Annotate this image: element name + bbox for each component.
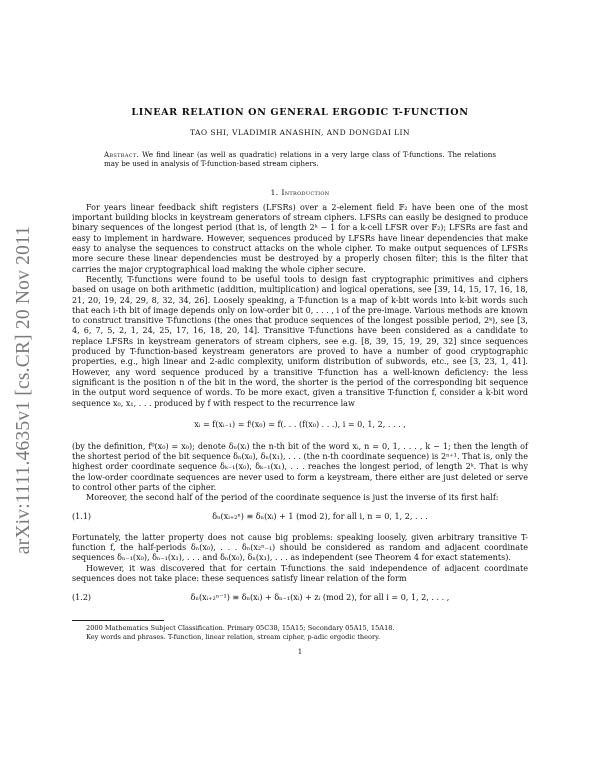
footnote-keywords: Key words and phrases. T-function, linear relation, stream cipher, p-adic ergodic theory. [86, 632, 381, 641]
recurrence-equation [72, 413, 528, 437]
abstract-heading: Abstract. [104, 149, 140, 159]
paragraph-3: (by the definition, f⁰(x₀) = x₀); denote δₙ(xᵢ) the n-th bit of the word xᵢ, n = 0, 1, . . . , k − 1; then the length of the shortest period of the bit sequence δₙ(x₀), δₙ(x₁), . . . (the n-th coordinate sequence) is 2ⁿ⁺¹. That is, only the highest order coordinate sequence δₖ₋₁(x₀), δₖ₋₁(x₁), . . . reaches the longest period, of length 2ᵏ. That is why the low-order coordinate sequences are never used to form a keystream, there either are just deleted or serve to control other parts of the cipher. [72, 441, 528, 493]
arxiv-stamp [6, 190, 42, 590]
paragraph-6: However, it was discovered that for certain T-functions the said independence of adjacent coordinate sequences does not take place: these sequences satisfy linear relation of the form [72, 563, 528, 583]
section-heading [72, 188, 528, 198]
equation-1-2 [72, 588, 528, 608]
paper-authors: TAO SHI, VLADIMIR ANASHIN, AND DONGDAI LIN [190, 128, 410, 138]
paragraph-4: Moreover, the second half of the period of the coordinate sequence is just the inverse of its first half: [86, 493, 499, 503]
footnote-msc: 2000 Mathematics Subject Classification. Primary 05C38, 15A15; Secondary 05A15, 15A18. [86, 624, 395, 633]
page-number: 1 [297, 648, 303, 657]
abstract-text: We find linear (as well as quadratic) relations in a very large class of T-functions. The relations may be used in analysis of T-function-based stream ciphers. [104, 149, 496, 168]
paragraph-5: Fortunately, the latter property does not cause big problems: speaking loosely, given arbitrary transitive T-function f, the half-periods δₙ(x₀), . . . δₙ(x₂ⁿ₋₁) should be considered as random and adjacent coordinate sequences δₙ₋₁(x₀), δₙ₋₁(x₁), . . . and δₙ(x₀), δₙ(x₁), . . . as independent (see Theorem 4 for exact statements). [72, 532, 528, 563]
abstract [104, 150, 496, 168]
equation-1-1-tag: (1.1) [72, 512, 92, 522]
paper-page [72, 108, 528, 658]
equation-1-1-formula: δₙ(xᵢ₊₂ⁿ) ≡ δₙ(xᵢ) + 1 (mod 2), for all i, n = 0, 1, 2, . . . [212, 512, 428, 522]
equation-1-2-formula: δₙ(xᵢ₊₂ⁿ⁻¹) ≡ δₙ(xᵢ) + δₙ₋₁(xᵢ) + zᵢ (mod 2), for all i = 0, 1, 2, . . . , [190, 592, 450, 602]
recurrence-formula: xᵢ = f(xᵢ₋₁) = fⁱ(x₀) = f(. . . (f(x₀) . . .), i = 0, 1, 2, . . . , [194, 419, 406, 429]
paragraph-1: For years linear feedback shift registers (LFSRs) over a 2-element field 𝔽₂ have been one of the most important building blocks in keystream generators of stream ciphers. LFSRs can easily be designed to produce binary sequences of the longest period (that is, of length 2ᵏ − 1 for a k-cell LFSR over 𝔽₂); LFSRs are fast and easy to implement in hardware. However, sequences produced by LFSRs have linear dependencies that make easy to analyse the sequences to construct attacks on the whole cipher. To make output sequences of LFSRs more secure these linear dependencies must be destroyed by a properly chosen filter; this is the filter that carries the major cryptographical load making the whole cipher secure. [72, 202, 528, 274]
footnotes [72, 620, 528, 641]
arxiv-id: arXiv:1111.4635v1 [cs.CR] 20 Nov 2011 [13, 225, 34, 555]
paragraph-2: Recently, T-functions were found to be useful tools to design fast cryptographic primitives and ciphers based on usage on both arithmetic (addition, multiplication) and logical operations, see [39, 14, 15, 17, 16, 18, 21, 20, 19, 24, 29, 8, 32, 34, 26]. Loosely speaking, a T-function is a map of k-bit words into k-bit words such that each i-th bit of image depends only on low-order bit 0, . . . , i of the pre-image. Various methods are known to construct transitive T-functions (the ones that produce sequences of the longest possible period, 2ᵏ), see [3, 4, 6, 7, 5, 2, 1, 24, 25, 17, 16, 18, 20, 14]. Transitive T-functions have been considered as a candidate to replace LFSRs in keystream generators of stream ciphers, see e.g. [8, 39, 15, 19, 29, 32] since sequences produced by T-function-based keystream generators are proved to have a number of good cryptographic properties, e.g., high linear and 2-adic complexity, uniform distribution of subwords, etc., see [3, 23, 1, 41]. However, any word sequence produced by a transitive T-function has a well-known deficiency: the less significant is the position n of the bit in the word, the shorter is the period of the corresponding bit sequence in the output word sequence of words. To be more exact, given a transitive T-function f, consider a k-bit word sequence x₀, x₁, . . . produced by f with respect to the recurrence law [72, 274, 528, 408]
section-number: 1. [270, 187, 279, 197]
paper-title: LINEAR RELATION ON GENERAL ERGODIC T-FUNCTION [131, 107, 469, 118]
footnote-rule [72, 620, 164, 621]
equation-1-1 [72, 508, 528, 528]
section-title: Introduction [281, 187, 330, 197]
equation-1-2-tag: (1.2) [72, 592, 92, 602]
